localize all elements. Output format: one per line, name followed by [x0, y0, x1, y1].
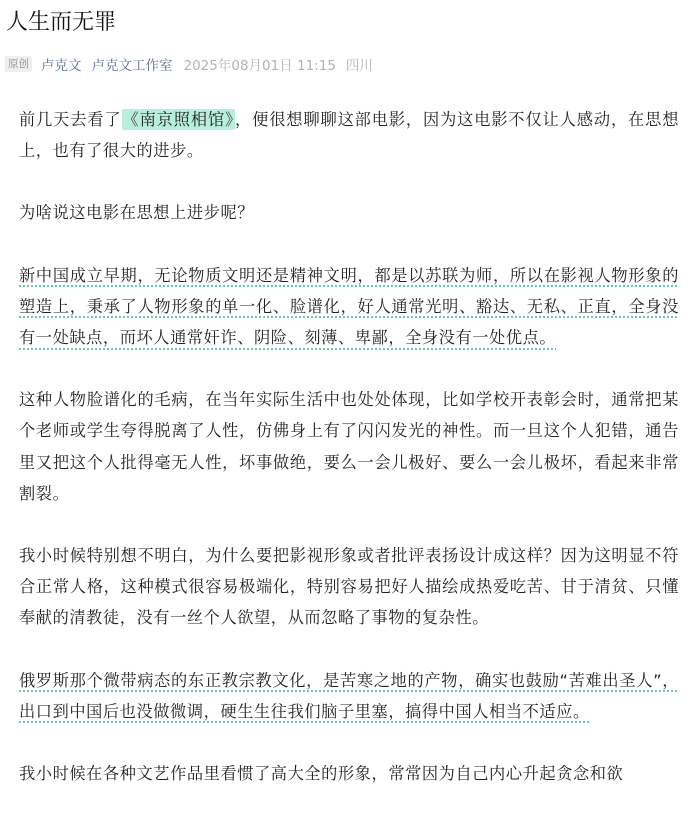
- paragraph: 俄罗斯那个微带病态的东正教宗教文化，是苦寒之地的产物，确实也鼓励“苦难出圣人”，出口到中国后也没做微调，硬生生往我们脑子里塞，搞得中国人相当不适应。: [19, 670, 679, 721]
- paragraph: 我小时候特别想不明白，为什么要把影视形象或者批评表扬设计成这样？因为这明显不符合正常人格，这种模式很容易极端化，特别容易把好人描绘成热爱吃苦、甘于清贫、只懂奉献的清教徒，没有一丝个人欲望，从而忽略了事物的复杂性。: [19, 546, 679, 628]
- author-link[interactable]: 卢克文: [41, 58, 82, 74]
- paragraph: [19, 104, 679, 166]
- article-meta: [5, 53, 373, 75]
- account-link[interactable]: 卢克文工作室: [91, 58, 173, 74]
- paragraph: 为啥说这电影在思想上进步呢？: [19, 203, 255, 223]
- paragraph-text: ，便很想聊聊这部电影，因为这电影不仅让人感动，在思想上，也有了很大的进步。: [19, 110, 679, 161]
- movie-title-highlight[interactable]: 《南京照相馆》: [122, 110, 235, 129]
- paragraph: 这种人物脸谱化的毛病，在当年实际生活中也处处体现，比如学校开表彰会时，通常把某个老师或学生夸得脱离了人性，仿佛身上有了闪闪发光的神性。而一旦这个人犯错，通告里又把这个人批得毫无人性，坏事做绝，要么一会儿极好、要么一会儿极坏，看起来非常割裂。: [19, 390, 679, 503]
- paragraph-text: 前几天去看了: [19, 110, 122, 129]
- publish-location: 四川: [345, 58, 373, 74]
- original-badge: 原创: [5, 56, 32, 72]
- publish-date: 2025年08月01日 11:15: [183, 58, 336, 74]
- paragraph: 我小时候在各种文艺作品里看惯了高大全的形象，常常因为自己内心升起贪念和欲: [19, 764, 624, 784]
- article-body: [19, 104, 679, 820]
- article-title: 人生而无罪: [6, 10, 117, 35]
- paragraph: 新中国成立早期，无论物质文明还是精神文明，都是以苏联为师，所以在影视人物形象的塑造上，秉承了人物形象的单一化、脸谱化，好人通常光明、豁达、无私、正直，全身没有一处缺点，而坏人通常奸诈、阴险、刻薄、卑鄙，全身没有一处优点。: [19, 265, 679, 348]
